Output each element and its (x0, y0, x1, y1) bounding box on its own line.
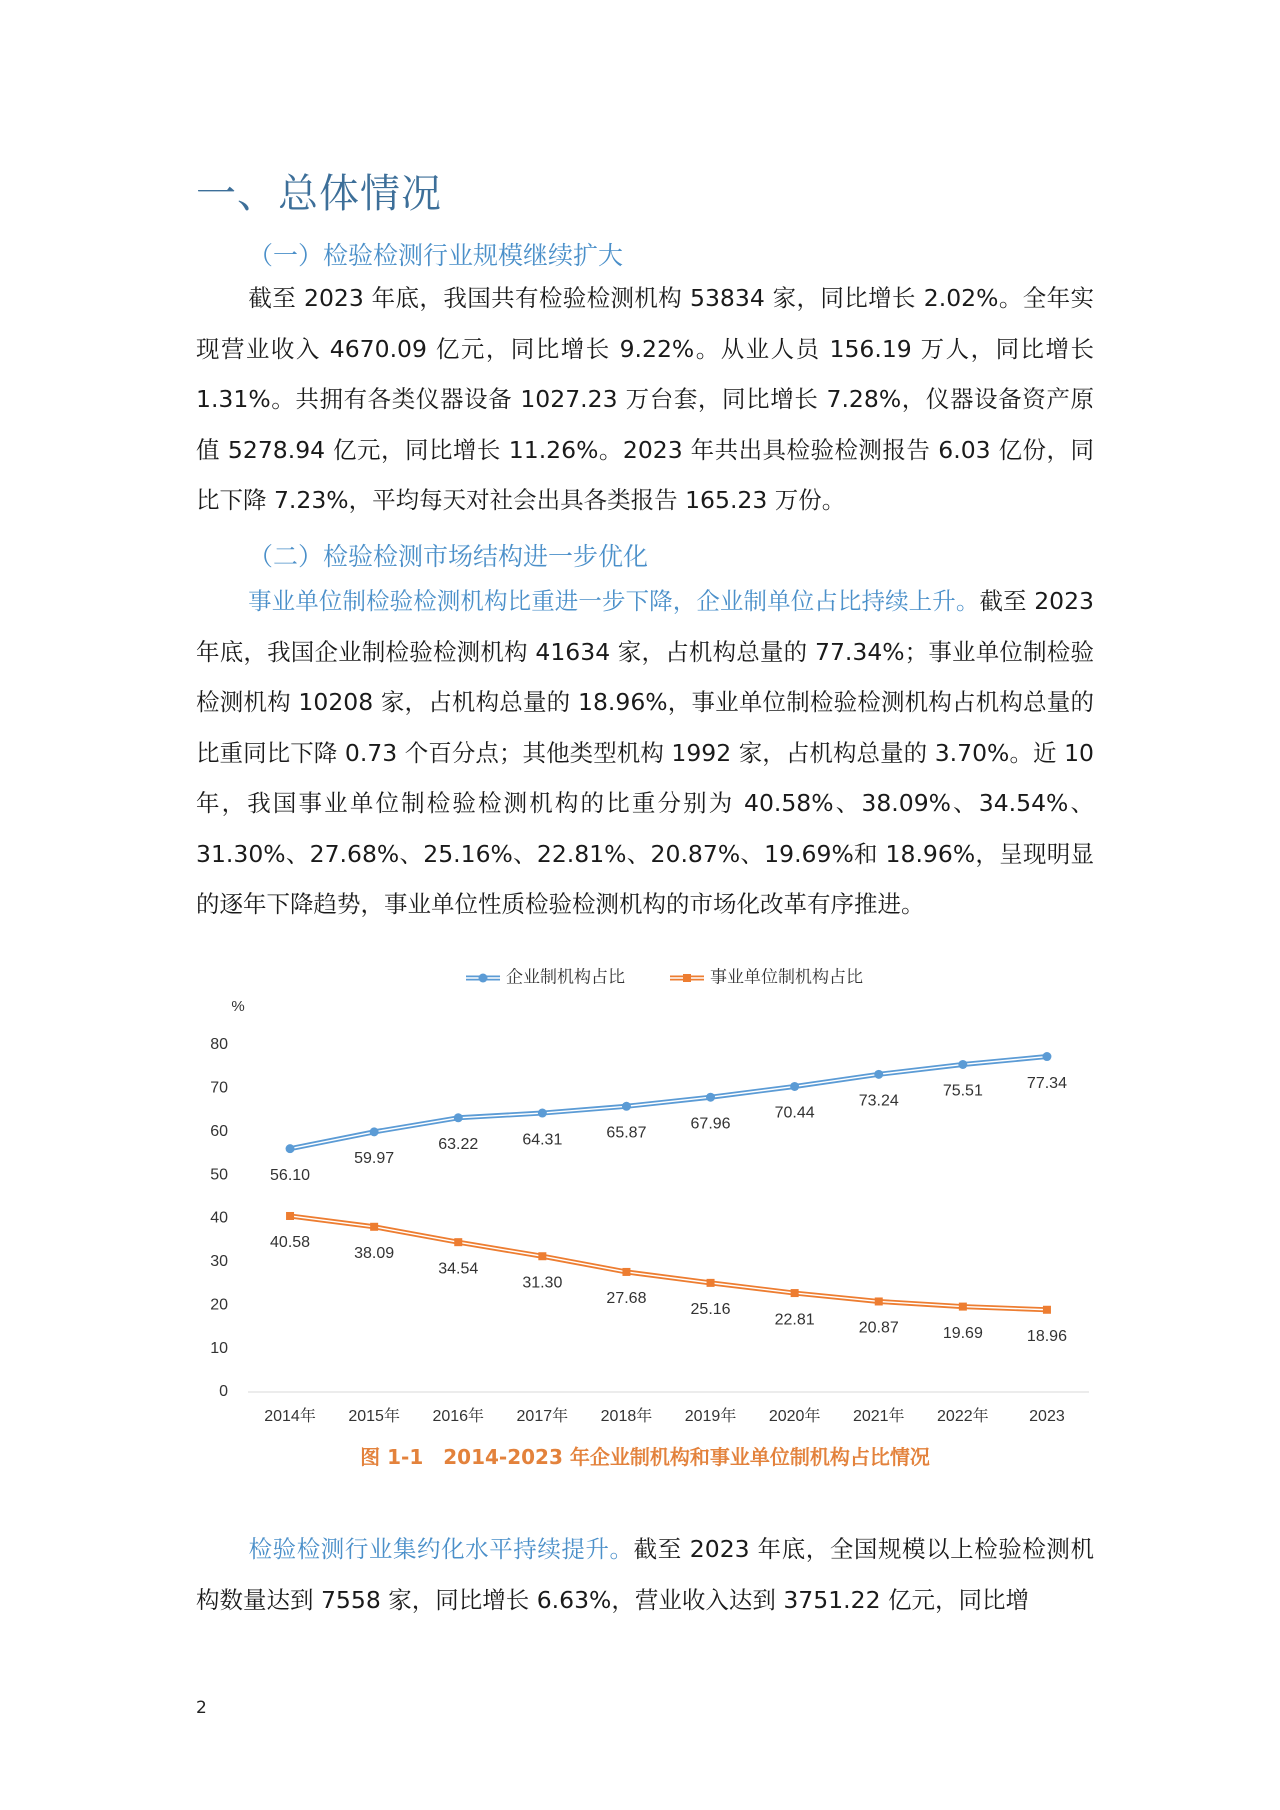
data-label: 70.44 (774, 1104, 815, 1122)
data-label: 34.54 (438, 1260, 479, 1278)
data-label: 59.97 (354, 1150, 395, 1168)
data-point (622, 1268, 630, 1276)
data-label: 56.10 (270, 1166, 311, 1184)
y-tick-label: 0 (219, 1383, 228, 1401)
data-point (538, 1109, 547, 1118)
data-label: 65.87 (606, 1124, 647, 1142)
data-label: 22.81 (774, 1311, 815, 1329)
x-tick-label: 2022年 (937, 1408, 989, 1426)
data-label: 63.22 (438, 1136, 479, 1154)
y-axis-unit: % (231, 997, 245, 1015)
data-label: 19.69 (942, 1324, 983, 1342)
figure-number: 图 1-1 (360, 1445, 424, 1469)
data-point (706, 1093, 715, 1102)
data-point (1042, 1052, 1051, 1061)
paragraph-industry-scale (196, 273, 1094, 526)
data-label: 64.31 (522, 1131, 563, 1149)
data-point (874, 1070, 883, 1079)
x-tick-label: 2017年 (516, 1408, 569, 1426)
paragraph-lead: 事业单位制检验检测机构比重进一步下降，企业制单位占比持续上升。 (248, 587, 980, 615)
page-number: 2 (196, 1698, 207, 1718)
x-tick-label: 2016年 (432, 1408, 485, 1426)
y-tick-label: 30 (210, 1253, 228, 1271)
paragraph-text: 截至 2023 年底，我国企业制检验检测机构 41634 家，占机构总量的 77.34%；事业单位制检验检测机构 10208 家，占机构总量的 18.96%，事业单位制检验检测机构占机构总量的比重同比下降 0.73 个百分点；其他类型机构 1992 家，占机构总量的 3.70%。近 10 年，我国事业单位制检验检测机构的比重分别为 40.58%、38.09%、34.54%、31.30%、27.68%、25.16%、22.81%、20.87%、19.69%和 18.96%，呈现明显的逐年下降趋势，事业单位性质检验检测机构的市场化改革有序推进。 (196, 587, 1095, 918)
data-label: 73.24 (858, 1092, 899, 1110)
figure-caption (196, 1441, 1094, 1470)
paragraph-text: 截至 2023 年底，我国共有检验检测机构 53834 家，同比增长 2.02%。全年实现营业收入 4670.09 亿元，同比增长 9.22%。从业人员 156.19 万人，同比增长 1.31%。共拥有各类仪器设备 1027.23 万台套，同比增长 7.28%，仪器设备资产原值 5278.94 亿元，同比增长 11.26%。2023 年共出具检验检测报告 6.03 亿份，同比下降 7.23%，平均每天对社会出具各类报告 165.23 万份。 (196, 284, 1094, 514)
y-tick-label: 10 (210, 1339, 228, 1357)
paragraph-concentration (196, 1524, 1094, 1625)
figure-caption-text: 2014-2023 年企业制机构和事业单位制机构占比情况 (443, 1445, 930, 1469)
data-point (370, 1127, 379, 1136)
data-point (959, 1303, 967, 1311)
data-label: 18.96 (1026, 1327, 1067, 1345)
data-label: 31.30 (522, 1274, 563, 1292)
data-point (1043, 1306, 1051, 1314)
legend-label-2: 事业单位制机构占比 (710, 967, 863, 987)
chart-svg (196, 960, 1096, 1440)
x-tick-label: 2015年 (348, 1408, 400, 1426)
data-point (791, 1289, 799, 1297)
data-point (958, 1060, 967, 1069)
data-label: 27.68 (606, 1290, 647, 1308)
data-point (538, 1252, 546, 1260)
subsection-heading-2: （二）检验检测市场结构进一步优化 (248, 542, 649, 571)
x-tick-label: 2023 (1029, 1408, 1065, 1426)
paragraph-text: 截至 2023 年底，全国规模以上检验检测机构数量达到 7558 家，同比增长 6.63%，营业收入达到 3751.22 亿元，同比增 (196, 1535, 1094, 1614)
paragraph-market-structure (196, 576, 1094, 930)
data-label: 40.58 (270, 1234, 311, 1252)
section-heading: 一、总体情况 (196, 171, 442, 217)
legend-marker (683, 974, 691, 982)
data-label: 77.34 (1026, 1074, 1067, 1092)
x-tick-label: 2021年 (852, 1408, 905, 1426)
paragraph-lead: 检验检测行业集约化水平持续提升。 (248, 1535, 634, 1563)
data-point (875, 1297, 883, 1305)
x-tick-label: 2018年 (600, 1408, 653, 1426)
data-label: 38.09 (354, 1245, 395, 1263)
data-label: 25.16 (690, 1301, 731, 1319)
data-point (370, 1223, 378, 1231)
data-point (286, 1212, 294, 1220)
data-point (454, 1238, 462, 1246)
legend-marker (479, 974, 488, 983)
x-tick-label: 2014年 (264, 1408, 316, 1426)
data-point (454, 1113, 463, 1122)
x-tick-label: 2020年 (768, 1408, 821, 1426)
y-tick-label: 70 (210, 1079, 228, 1097)
subsection-heading-1: （一）检验检测行业规模继续扩大 (248, 241, 624, 270)
data-label: 75.51 (942, 1082, 983, 1100)
data-label: 20.87 (858, 1319, 899, 1337)
data-point (286, 1144, 295, 1153)
data-point (707, 1279, 715, 1287)
data-label: 67.96 (690, 1115, 731, 1133)
y-tick-label: 80 (210, 1036, 228, 1054)
line-chart (196, 960, 1096, 1460)
data-point (622, 1102, 631, 1111)
legend-label-1: 企业制机构占比 (506, 967, 625, 987)
y-tick-label: 60 (210, 1122, 228, 1140)
x-tick-label: 2019年 (684, 1408, 737, 1426)
data-point (790, 1082, 799, 1091)
series-line-1 (290, 1057, 1047, 1149)
y-tick-label: 40 (210, 1209, 228, 1227)
y-tick-label: 50 (210, 1166, 228, 1184)
series-line-2 (290, 1216, 1047, 1310)
y-tick-label: 20 (210, 1296, 228, 1314)
